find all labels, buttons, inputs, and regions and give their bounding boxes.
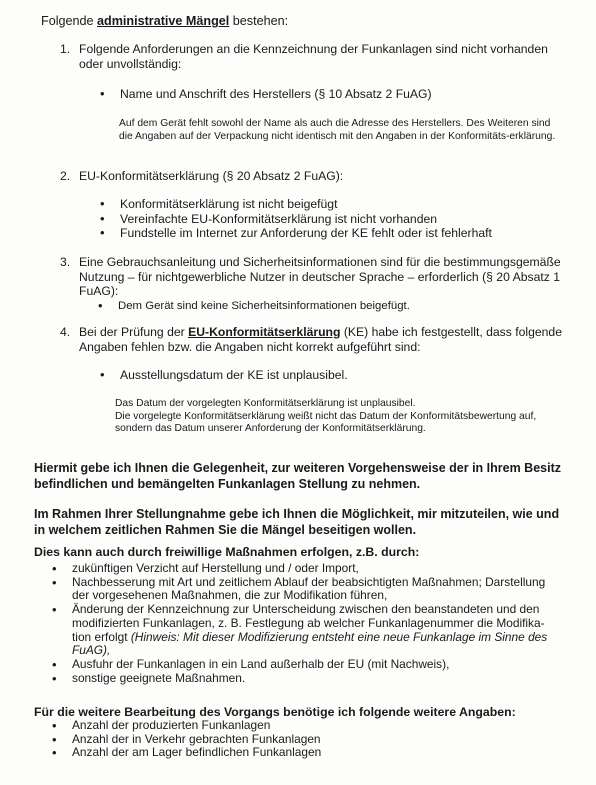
- defect-item-4: [60, 325, 570, 354]
- list-item: • Vereinfachte EU-Konformitätserklärung ist nicht vorhanden: [100, 212, 560, 227]
- list-item: • Anzahl der produzierten Funkanlagen: [52, 719, 562, 733]
- list-item: • Dem Gerät sind keine Sicherheitsinformationen beigefügt.: [98, 299, 558, 314]
- item-text: EU-Konformitätserklärung (§ 20 Absatz 2 FuAG):: [79, 169, 344, 183]
- list-item: • Nachbesserung mit Art und zeitlichem Ablauf der beabsichtigten Maßnahmen; Darstellung der vorgesehenen Maßnahmen, die zur Modifikation führen,: [52, 576, 562, 603]
- defect-item-2: [60, 169, 570, 184]
- intro-prefix: Folgende: [41, 14, 98, 28]
- list-item: • Name und Anschrift des Herstellers (§ 10 Absatz 2 FuAG): [100, 87, 560, 102]
- note-line: Die vorgelegte Konformitätserklärung weißt nicht das Datum der Konformitätsbewertung auf, sondern das Datum unserer Anforderung der Konformitätserklärung.: [115, 410, 537, 435]
- list-item: • Fundstelle im Internet zur Anforderung der KE fehlt oder ist fehlerhaft: [100, 226, 560, 241]
- list-item: • Ausstellungsdatum der KE ist unplausibel.: [100, 368, 560, 383]
- item-2-bullets: [100, 197, 560, 241]
- measures-heading: Dies kann auch durch freiwillige Maßnahmen erfolgen, z.B. durch:: [34, 545, 420, 559]
- item-1-note: Auf dem Gerät fehlt sowohl der Name als auch die Adresse des Herstellers. Des Weiteren sind die Angaben auf der Verpackung nicht identisch mit den Angaben in der Konformitäts-erklärung.: [119, 118, 556, 142]
- item-text-suffix: (KE) habe ich festgestellt, dass folgende Angaben fehlen bzw. die Angaben nicht korrekt aufgeführt sind:: [79, 325, 562, 354]
- defect-item-3: [60, 255, 570, 299]
- list-item: • zukünftigen Verzicht auf Herstellung und / oder Import,: [52, 562, 562, 576]
- list-item: • Anzahl der am Lager befindlichen Funkanlagen: [52, 746, 562, 760]
- item-number: 4.: [60, 325, 71, 339]
- defect-item-1: [60, 42, 570, 71]
- intro-suffix: bestehen:: [229, 14, 289, 28]
- item-1-bullets: [100, 87, 560, 102]
- measure-hint: (Hinweis: Mit dieser Modifizierung entsteht eine neue Funkanlage im Sinne des FuAG),: [72, 629, 548, 658]
- list-item: • Ausfuhr der Funkanlagen in ein Land außerhalb der EU (mit Nachweis),: [52, 658, 562, 672]
- list-item: • sonstige geeignete Maßnahmen.: [52, 672, 562, 686]
- list-item: • Anzahl der in Verkehr gebrachten Funkanlagen: [52, 733, 562, 747]
- item-4-bullets: [100, 368, 560, 383]
- item-text-prefix: Bei der Prüfung der: [79, 325, 189, 339]
- item-number: 2.: [60, 169, 71, 183]
- intro-emphasis: administrative Mängel: [97, 14, 230, 28]
- item-4-note: [115, 398, 567, 436]
- item-3-bullets: [98, 299, 558, 314]
- response-paragraph: Im Rahmen Ihrer Stellungnahme gebe ich Ihnen die Möglichkeit, mir mitzuteilen, wie und in welchem zeitlichen Rahmen Sie die Mängel beseitigen wollen.: [34, 507, 560, 537]
- intro-line: [41, 14, 288, 28]
- item-text: Eine Gebrauchsanleitung und Sicherheitsinformationen sind für die bestimmungsgemäße Nutzung – für nichtgewerbliche Nutzer in deutscher Sprache – erforderlich (§ 20 Absatz 1 FuAG):: [79, 255, 561, 298]
- statement-paragraph: Hiermit gebe ich Ihnen die Gelegenheit, zur weiteren Vorgehensweise der in Ihrem Besitz befindlichen und bemängelten Funkanlagen Stellung zu nehmen.: [34, 461, 561, 491]
- list-item: [52, 603, 562, 658]
- list-item: • Konformitätserklärung ist nicht beigefügt: [100, 197, 560, 212]
- item-number: 1.: [60, 42, 71, 56]
- measures-list: [52, 562, 562, 685]
- info-list: [52, 719, 562, 760]
- note-line: Das Datum der vorgelegten Konformitätserklärung ist unplausibel.: [115, 398, 416, 409]
- item-number: 3.: [60, 255, 71, 269]
- info-heading: Für die weitere Bearbeitung des Vorgangs benötige ich folgende weitere Angaben:: [34, 705, 516, 719]
- item-text: [79, 325, 570, 354]
- item-text: Folgende Anforderungen an die Kennzeichnung der Funkanlagen sind nicht vorhanden oder unvollständig:: [79, 42, 548, 71]
- measure-text: Änderung der Kennzeichnung zur Unterscheidung zwischen den beanstandeten und den modifizierten Funkanlagen, z. B. Festlegung ab welcher Funkanlagenummer die Modifika-tion erfolgt: [72, 602, 545, 644]
- item-text-emphasis: EU-Konformitätserklärung: [188, 325, 341, 339]
